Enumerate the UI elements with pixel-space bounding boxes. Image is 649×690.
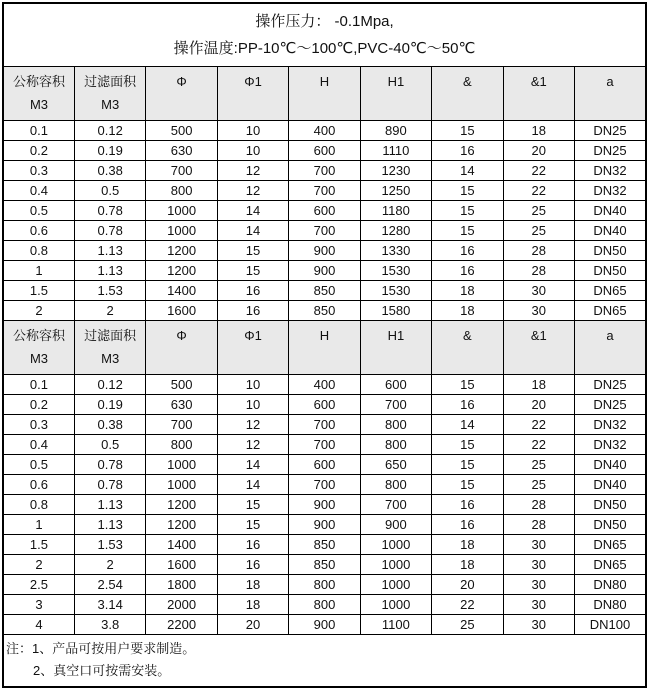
table-row bbox=[3, 141, 646, 161]
table-cell: 1.5 bbox=[3, 535, 74, 555]
table-cell: 20 bbox=[503, 141, 574, 161]
table-cell: 28 bbox=[503, 495, 574, 515]
column-header-label: a bbox=[606, 328, 614, 343]
table-cell: 14 bbox=[432, 415, 503, 435]
table-cell: 700 bbox=[146, 161, 217, 181]
column-header-unit bbox=[146, 347, 216, 370]
table-cell: 18 bbox=[432, 555, 503, 575]
table-cell: DN50 bbox=[575, 495, 647, 515]
table-cell: DN32 bbox=[575, 435, 647, 455]
column-header-row-2 bbox=[3, 321, 646, 375]
table-cell: 800 bbox=[360, 475, 431, 495]
table-cell: 1.53 bbox=[74, 281, 145, 301]
table-cell: 22 bbox=[503, 161, 574, 181]
table-cell: 15 bbox=[217, 241, 288, 261]
table-cell: 0.2 bbox=[3, 395, 74, 415]
table-cell: DN65 bbox=[575, 301, 647, 321]
table-cell: 2200 bbox=[146, 615, 217, 635]
table-cell: 900 bbox=[289, 241, 360, 261]
table-cell: 700 bbox=[289, 435, 360, 455]
table-cell: 1.13 bbox=[74, 241, 145, 261]
table-cell: 15 bbox=[217, 515, 288, 535]
table-cell: 28 bbox=[503, 515, 574, 535]
column-header-label: & bbox=[463, 328, 472, 343]
table-cell: 850 bbox=[289, 535, 360, 555]
table-cell: 22 bbox=[432, 595, 503, 615]
table-cell: 16 bbox=[432, 261, 503, 281]
table-cell: 700 bbox=[289, 161, 360, 181]
operating-temperature-text: 操作温度:PP-10℃～100℃,PVC-40℃～50℃ bbox=[173, 40, 476, 57]
column-header-unit: M3 bbox=[101, 351, 120, 366]
table-cell: 0.5 bbox=[3, 201, 74, 221]
column-header-cell bbox=[289, 67, 360, 121]
table-cell: 20 bbox=[432, 575, 503, 595]
table-cell: 700 bbox=[146, 415, 217, 435]
column-header-unit bbox=[504, 93, 574, 116]
table-cell: 2000 bbox=[146, 595, 217, 615]
table-cell: 0.78 bbox=[74, 475, 145, 495]
table-cell: 400 bbox=[289, 121, 360, 141]
table-cell: DN25 bbox=[575, 121, 647, 141]
table-cell: 14 bbox=[432, 161, 503, 181]
table-cell: 18 bbox=[432, 535, 503, 555]
table-cell: 16 bbox=[217, 281, 288, 301]
table-cell: 800 bbox=[289, 595, 360, 615]
operating-pressure-text: 操作压力： -0.1Mpa, bbox=[255, 13, 394, 30]
table-row bbox=[3, 555, 646, 575]
table-row bbox=[3, 475, 646, 495]
table-cell: 16 bbox=[432, 395, 503, 415]
table-cell: 1330 bbox=[360, 241, 431, 261]
table-cell: DN50 bbox=[575, 515, 647, 535]
table-cell: 16 bbox=[432, 141, 503, 161]
table-cell: 1530 bbox=[360, 281, 431, 301]
table-cell: 1100 bbox=[360, 615, 431, 635]
table-cell: 0.5 bbox=[3, 455, 74, 475]
column-header-label: 过滤面积 bbox=[84, 328, 137, 343]
column-header-label: H1 bbox=[387, 328, 405, 343]
table-cell: 22 bbox=[503, 181, 574, 201]
table-cell: 1600 bbox=[146, 301, 217, 321]
table-row bbox=[3, 181, 646, 201]
table-cell: 20 bbox=[217, 615, 288, 635]
table-cell: 4 bbox=[3, 615, 74, 635]
table-cell: 0.8 bbox=[3, 241, 74, 261]
table-cell: 14 bbox=[217, 221, 288, 241]
table-row bbox=[3, 535, 646, 555]
table-cell: 0.1 bbox=[3, 375, 74, 395]
table-row bbox=[3, 161, 646, 181]
table-cell: 15 bbox=[432, 221, 503, 241]
spec-table bbox=[2, 2, 647, 688]
table-cell: 28 bbox=[503, 241, 574, 261]
table-cell: 600 bbox=[289, 201, 360, 221]
table-cell: 30 bbox=[503, 615, 574, 635]
table-cell: 1.13 bbox=[74, 261, 145, 281]
table-cell: 1530 bbox=[360, 261, 431, 281]
table-cell: 700 bbox=[289, 221, 360, 241]
table-cell: 650 bbox=[360, 455, 431, 475]
table-row bbox=[3, 121, 646, 141]
table-cell: 3.8 bbox=[74, 615, 145, 635]
table-cell: 2 bbox=[74, 555, 145, 575]
table-cell: 1400 bbox=[146, 535, 217, 555]
table-cell: 1600 bbox=[146, 555, 217, 575]
table-cell: 0.5 bbox=[74, 181, 145, 201]
table-cell: 600 bbox=[289, 455, 360, 475]
table-cell: 1000 bbox=[360, 535, 431, 555]
table-row bbox=[3, 221, 646, 241]
table-cell: 0.6 bbox=[3, 221, 74, 241]
table-cell: 700 bbox=[289, 415, 360, 435]
table-cell: 10 bbox=[217, 375, 288, 395]
column-header-cell bbox=[360, 67, 431, 121]
table-cell: 600 bbox=[360, 375, 431, 395]
table-cell: 1.13 bbox=[74, 515, 145, 535]
table-row bbox=[3, 495, 646, 515]
table-cell: 0.38 bbox=[74, 415, 145, 435]
table-cell: 15 bbox=[432, 435, 503, 455]
column-header-label: H1 bbox=[387, 74, 405, 89]
table-cell: 1000 bbox=[360, 575, 431, 595]
table-row bbox=[3, 575, 646, 595]
table-cell: 30 bbox=[503, 555, 574, 575]
column-header-unit bbox=[432, 347, 502, 370]
column-header-label: 公称容积 bbox=[12, 328, 65, 343]
note-line-1 bbox=[6, 638, 641, 660]
table-cell: 14 bbox=[217, 455, 288, 475]
table-cell: 3 bbox=[3, 595, 74, 615]
table-cell: 2.54 bbox=[74, 575, 145, 595]
table-cell: DN32 bbox=[575, 415, 647, 435]
table-cell: 2 bbox=[74, 301, 145, 321]
table-cell: 0.6 bbox=[3, 475, 74, 495]
column-header-cell bbox=[503, 67, 574, 121]
column-header-unit bbox=[361, 347, 431, 370]
table-cell: DN65 bbox=[575, 535, 647, 555]
table-cell: 25 bbox=[503, 201, 574, 221]
table-cell: 10 bbox=[217, 121, 288, 141]
table-cell: DN40 bbox=[575, 221, 647, 241]
table-cell: 0.2 bbox=[3, 141, 74, 161]
table-cell: 1230 bbox=[360, 161, 431, 181]
table-cell: 800 bbox=[146, 435, 217, 455]
table-cell: 0.12 bbox=[74, 121, 145, 141]
table-row bbox=[3, 435, 646, 455]
column-header-unit: M3 bbox=[29, 351, 48, 366]
column-header-cell bbox=[360, 321, 431, 375]
table-cell: DN32 bbox=[575, 181, 647, 201]
table-cell: 0.38 bbox=[74, 161, 145, 181]
column-header-cell bbox=[432, 321, 503, 375]
column-header-unit bbox=[575, 93, 645, 116]
table-row bbox=[3, 375, 646, 395]
note-line-2: 2、真空口可按需安装。 bbox=[33, 663, 171, 678]
table-cell: DN25 bbox=[575, 395, 647, 415]
table-cell: 900 bbox=[289, 261, 360, 281]
table-cell: 25 bbox=[503, 475, 574, 495]
column-header-unit bbox=[504, 347, 574, 370]
table-cell: 2.5 bbox=[3, 575, 74, 595]
table-cell: 0.4 bbox=[3, 435, 74, 455]
note-prefix: 注： bbox=[6, 641, 33, 656]
column-header-cell bbox=[503, 321, 574, 375]
table-cell: 16 bbox=[432, 515, 503, 535]
table-cell: 900 bbox=[360, 515, 431, 535]
column-header-cell bbox=[575, 67, 647, 121]
column-header-cell bbox=[74, 67, 145, 121]
table-cell: 0.19 bbox=[74, 395, 145, 415]
column-header-cell bbox=[217, 67, 288, 121]
column-header-unit bbox=[432, 93, 502, 116]
table-cell: 28 bbox=[503, 261, 574, 281]
table-cell: 900 bbox=[289, 515, 360, 535]
table-row bbox=[3, 615, 646, 635]
table-cell: 900 bbox=[289, 615, 360, 635]
column-header-unit: M3 bbox=[29, 97, 48, 112]
table-cell: 890 bbox=[360, 121, 431, 141]
table-cell: DN25 bbox=[575, 375, 647, 395]
table-cell: 700 bbox=[360, 395, 431, 415]
table-cell: 1200 bbox=[146, 515, 217, 535]
table-cell: DN65 bbox=[575, 281, 647, 301]
table-cell: 1000 bbox=[146, 221, 217, 241]
table-cell: 0.19 bbox=[74, 141, 145, 161]
table-cell: 0.78 bbox=[74, 455, 145, 475]
table-cell: 1400 bbox=[146, 281, 217, 301]
notes-cell bbox=[3, 635, 646, 688]
column-header-unit bbox=[146, 93, 216, 116]
table-cell: 25 bbox=[432, 615, 503, 635]
column-header-label: a bbox=[606, 74, 614, 89]
table-cell: 10 bbox=[217, 141, 288, 161]
column-header-label: H bbox=[319, 74, 330, 89]
table-cell: DN80 bbox=[575, 595, 647, 615]
table-cell: DN40 bbox=[575, 201, 647, 221]
table-cell: 15 bbox=[432, 375, 503, 395]
table-cell: 12 bbox=[217, 435, 288, 455]
table-title-cell bbox=[3, 3, 646, 67]
column-header-cell bbox=[146, 321, 217, 375]
table-cell: 1 bbox=[3, 515, 74, 535]
table-row bbox=[3, 261, 646, 281]
table-cell: 30 bbox=[503, 575, 574, 595]
column-header-label: &1 bbox=[530, 328, 547, 343]
table-cell: 500 bbox=[146, 121, 217, 141]
table-cell: 850 bbox=[289, 281, 360, 301]
table-cell: 1000 bbox=[360, 555, 431, 575]
column-header-unit bbox=[218, 347, 288, 370]
table-cell: 700 bbox=[289, 475, 360, 495]
table-cell: 15 bbox=[432, 455, 503, 475]
table-cell: 25 bbox=[503, 455, 574, 475]
table-cell: 12 bbox=[217, 181, 288, 201]
table-row bbox=[3, 201, 646, 221]
column-header-unit bbox=[289, 93, 359, 116]
column-header-unit: M3 bbox=[101, 97, 120, 112]
table-cell: DN25 bbox=[575, 141, 647, 161]
column-header-cell bbox=[74, 321, 145, 375]
column-header-cell bbox=[432, 67, 503, 121]
column-header-unit bbox=[575, 347, 645, 370]
table-cell: 16 bbox=[432, 495, 503, 515]
table-cell: 1000 bbox=[146, 455, 217, 475]
table-cell: 15 bbox=[432, 475, 503, 495]
table-cell: 1800 bbox=[146, 575, 217, 595]
table-cell: 800 bbox=[360, 435, 431, 455]
column-header-label: Φ1 bbox=[244, 328, 262, 343]
table-cell: 30 bbox=[503, 281, 574, 301]
table-cell: 0.3 bbox=[3, 415, 74, 435]
table-cell: 1180 bbox=[360, 201, 431, 221]
table-cell: 0.12 bbox=[74, 375, 145, 395]
table-cell: 800 bbox=[146, 181, 217, 201]
column-header-cell bbox=[575, 321, 647, 375]
column-header-label: Φ1 bbox=[244, 74, 262, 89]
table-cell: 18 bbox=[432, 301, 503, 321]
column-header-cell bbox=[3, 321, 74, 375]
column-header-label: Φ bbox=[176, 74, 187, 89]
table-cell: 600 bbox=[289, 141, 360, 161]
table-cell: 1200 bbox=[146, 495, 217, 515]
note-text-1: 1、产品可按用户要求制造。 bbox=[32, 641, 196, 656]
table-row bbox=[3, 395, 646, 415]
table-cell: DN50 bbox=[575, 261, 647, 281]
table-cell: 1000 bbox=[146, 475, 217, 495]
table-cell: 16 bbox=[432, 241, 503, 261]
column-header-cell bbox=[146, 67, 217, 121]
table-cell: 1250 bbox=[360, 181, 431, 201]
column-header-label: &1 bbox=[530, 74, 547, 89]
table-cell: 1.53 bbox=[74, 535, 145, 555]
table-cell: 800 bbox=[360, 415, 431, 435]
table-cell: 22 bbox=[503, 435, 574, 455]
table-cell: 850 bbox=[289, 301, 360, 321]
table-cell: DN32 bbox=[575, 161, 647, 181]
table-cell: 630 bbox=[146, 395, 217, 415]
table-cell: DN50 bbox=[575, 241, 647, 261]
table-cell: 25 bbox=[503, 221, 574, 241]
column-header-label: H bbox=[319, 328, 330, 343]
table-cell: 600 bbox=[289, 395, 360, 415]
table-cell: 14 bbox=[217, 201, 288, 221]
column-header-cell bbox=[217, 321, 288, 375]
spec-table-body bbox=[3, 3, 646, 687]
table-cell: 2 bbox=[3, 301, 74, 321]
table-cell: 15 bbox=[432, 181, 503, 201]
table-row bbox=[3, 301, 646, 321]
table-cell: 18 bbox=[217, 595, 288, 615]
table-cell: DN65 bbox=[575, 555, 647, 575]
table-cell: 12 bbox=[217, 415, 288, 435]
column-header-label: Φ bbox=[176, 328, 187, 343]
table-cell: 1 bbox=[3, 261, 74, 281]
table-cell: 16 bbox=[217, 555, 288, 575]
title-row bbox=[3, 3, 646, 67]
table-cell: 0.78 bbox=[74, 201, 145, 221]
table-cell: 800 bbox=[289, 575, 360, 595]
table-cell: 10 bbox=[217, 395, 288, 415]
table-cell: 0.1 bbox=[3, 121, 74, 141]
table-cell: 1280 bbox=[360, 221, 431, 241]
table-cell: 700 bbox=[289, 181, 360, 201]
table-cell: 1200 bbox=[146, 241, 217, 261]
column-header-row-1 bbox=[3, 67, 646, 121]
table-cell: DN80 bbox=[575, 575, 647, 595]
table-cell: 500 bbox=[146, 375, 217, 395]
table-cell: 1200 bbox=[146, 261, 217, 281]
table-cell: 15 bbox=[432, 121, 503, 141]
table-row bbox=[3, 241, 646, 261]
table-cell: 30 bbox=[503, 595, 574, 615]
table-cell: DN40 bbox=[575, 475, 647, 495]
column-header-cell bbox=[289, 321, 360, 375]
table-cell: 850 bbox=[289, 555, 360, 575]
table-cell: 12 bbox=[217, 161, 288, 181]
table-cell: 700 bbox=[360, 495, 431, 515]
table-cell: DN40 bbox=[575, 455, 647, 475]
table-cell: 1580 bbox=[360, 301, 431, 321]
column-header-label: 公称容积 bbox=[12, 74, 65, 89]
table-cell: 0.5 bbox=[74, 435, 145, 455]
column-header-cell bbox=[3, 67, 74, 121]
column-header-unit bbox=[289, 347, 359, 370]
table-cell: 1.5 bbox=[3, 281, 74, 301]
table-cell: 30 bbox=[503, 535, 574, 555]
table-cell: 630 bbox=[146, 141, 217, 161]
table-cell: 16 bbox=[217, 535, 288, 555]
table-row bbox=[3, 281, 646, 301]
table-row bbox=[3, 455, 646, 475]
table-cell: 1000 bbox=[360, 595, 431, 615]
notes-row bbox=[3, 635, 646, 688]
table-cell: 18 bbox=[503, 375, 574, 395]
table-cell: 900 bbox=[289, 495, 360, 515]
table-cell: 20 bbox=[503, 395, 574, 415]
table-cell: 2 bbox=[3, 555, 74, 575]
table-cell: 1000 bbox=[146, 201, 217, 221]
table-row bbox=[3, 515, 646, 535]
table-cell: 15 bbox=[432, 201, 503, 221]
table-cell: 0.78 bbox=[74, 221, 145, 241]
table-cell: 1.13 bbox=[74, 495, 145, 515]
table-cell: 18 bbox=[432, 281, 503, 301]
table-cell: 14 bbox=[217, 475, 288, 495]
table-row bbox=[3, 595, 646, 615]
table-cell: 0.3 bbox=[3, 161, 74, 181]
table-cell: 15 bbox=[217, 495, 288, 515]
table-cell: 16 bbox=[217, 301, 288, 321]
table-cell: 15 bbox=[217, 261, 288, 281]
table-row bbox=[3, 415, 646, 435]
table-cell: 30 bbox=[503, 301, 574, 321]
table-cell: 400 bbox=[289, 375, 360, 395]
table-cell: 18 bbox=[217, 575, 288, 595]
table-cell: 3.14 bbox=[74, 595, 145, 615]
column-header-label: & bbox=[463, 74, 472, 89]
column-header-label: 过滤面积 bbox=[84, 74, 137, 89]
column-header-unit bbox=[218, 93, 288, 116]
table-cell: 0.4 bbox=[3, 181, 74, 201]
table-cell: 1110 bbox=[360, 141, 431, 161]
table-cell: 0.8 bbox=[3, 495, 74, 515]
table-cell: 18 bbox=[503, 121, 574, 141]
column-header-unit bbox=[361, 93, 431, 116]
table-cell: DN100 bbox=[575, 615, 647, 635]
table-cell: 22 bbox=[503, 415, 574, 435]
